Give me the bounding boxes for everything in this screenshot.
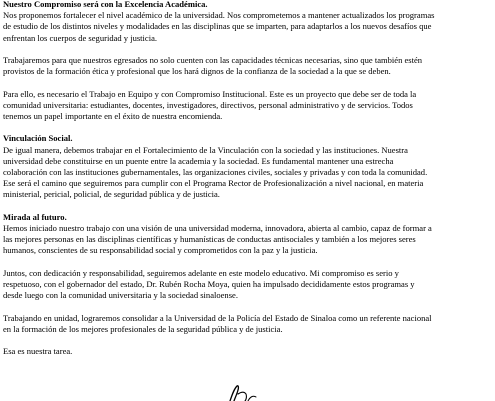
text-line: ministerial, pericial, policial, de seguridad pública y de justicia. <box>3 189 220 200</box>
paragraph-trabajo-en-equipo <box>3 89 493 123</box>
paragraph-trabajando-en-unidad <box>3 313 493 335</box>
text-line: comunidad universitaria: estudiantes, docentes, investigadores, directivos, personal administrativo y de servicios. Todos <box>3 99 413 110</box>
heading-mirada-al-futuro: Mirada al futuro. <box>3 211 67 222</box>
text-line: Trabajando en unidad, lograremos consolidar a la Universidad de la Policía del Estado de Sinaloa como un referente nacional <box>3 312 432 323</box>
text-line: Esa es nuestra tarea. <box>3 346 73 357</box>
paragraph-egresados <box>3 55 493 77</box>
text-line: provistos de la formación ética y profesional que los hará dignos de la confianza de la sociedad a la que se deben. <box>3 66 391 77</box>
text-line: colaboración con las instituciones gubernamentales, las organizaciones civiles, sociales y privadas y con toda la comunidad. <box>3 167 428 177</box>
signature-image <box>220 385 280 401</box>
text-line: las mejores personas en las disciplinas científicas y humanísticas de conductas antisociales y también a los mejores seres <box>3 234 416 245</box>
text-line: enfrentan los cuerpos de seguridad y justicia. <box>3 32 158 43</box>
text-line: respetuoso, con el gobernador del estado, Dr. Rubén Rocha Moya, quien ha impulsado decididamente estos programas y <box>3 279 415 289</box>
text-line: Nos proponemos fortalecer el nivel académico de la universidad. Nos comprometemos a mantener actualizados los programas <box>3 10 435 21</box>
text-line: Juntos, con dedicación y responsabilidad, seguiremos adelante en este modelo educativo. Mi compromiso es serio y <box>3 267 399 278</box>
paragraph-closing <box>3 346 493 357</box>
text-line: Para ello, es necesario el Trabajo en Equipo y con Compromiso Institucional. Este es un proyecto que debe ser de toda la <box>3 88 417 99</box>
document-body <box>3 0 493 357</box>
text-line: universidad debe constituirse en un puente entre la academia y la sociedad. Es fundamental mantener una estrecha <box>3 155 394 166</box>
paragraph-juntos <box>3 268 493 302</box>
text-line: Ese será el camino que seguiremos para cumplir con el Programa Rector de Profesionalización a nivel nacional, en materia <box>3 178 424 189</box>
text-line: Trabajaremos para que nuestros egresados no solo cuenten con las capacidades técnicas necesarias, sino que también estén <box>3 55 423 65</box>
text-line: de estudio de los distintos niveles y modalidades en las disciplinas que se imparten, para adaptarlos a los nuevos desafíos que <box>3 21 432 32</box>
heading-vinculacion-social: Vinculación Social. <box>3 133 73 144</box>
text-line: humanos, conscientes de su responsabilidad social y comprometidos con la paz y la justicia. <box>3 245 318 256</box>
text-line: tenemos un papel importante en el éxito de nuestra encomienda. <box>3 111 223 121</box>
text-line: desde luego con la comunidad universitaria y la sociedad sinaloense. <box>3 290 238 301</box>
paragraph-vinculacion-social <box>3 133 493 200</box>
paragraph-excelencia-academica <box>3 0 493 44</box>
text-line: en la formación de los mejores profesionales de la seguridad pública y de justicia. <box>3 323 283 334</box>
text-line: Hemos iniciado nuestro trabajo con una visión de una universidad moderna, innovadora, abierta al cambio, capaz de formar a <box>3 223 432 233</box>
paragraph-mirada-al-futuro <box>3 212 493 257</box>
heading-excelencia-academica: Nuestro Compromiso será con la Excelencia Académica. <box>3 0 208 9</box>
text-line: De igual manera, debemos trabajar en el Fortalecimiento de la Vinculación con la sociedad y las instituciones. Nuestra <box>3 144 408 155</box>
